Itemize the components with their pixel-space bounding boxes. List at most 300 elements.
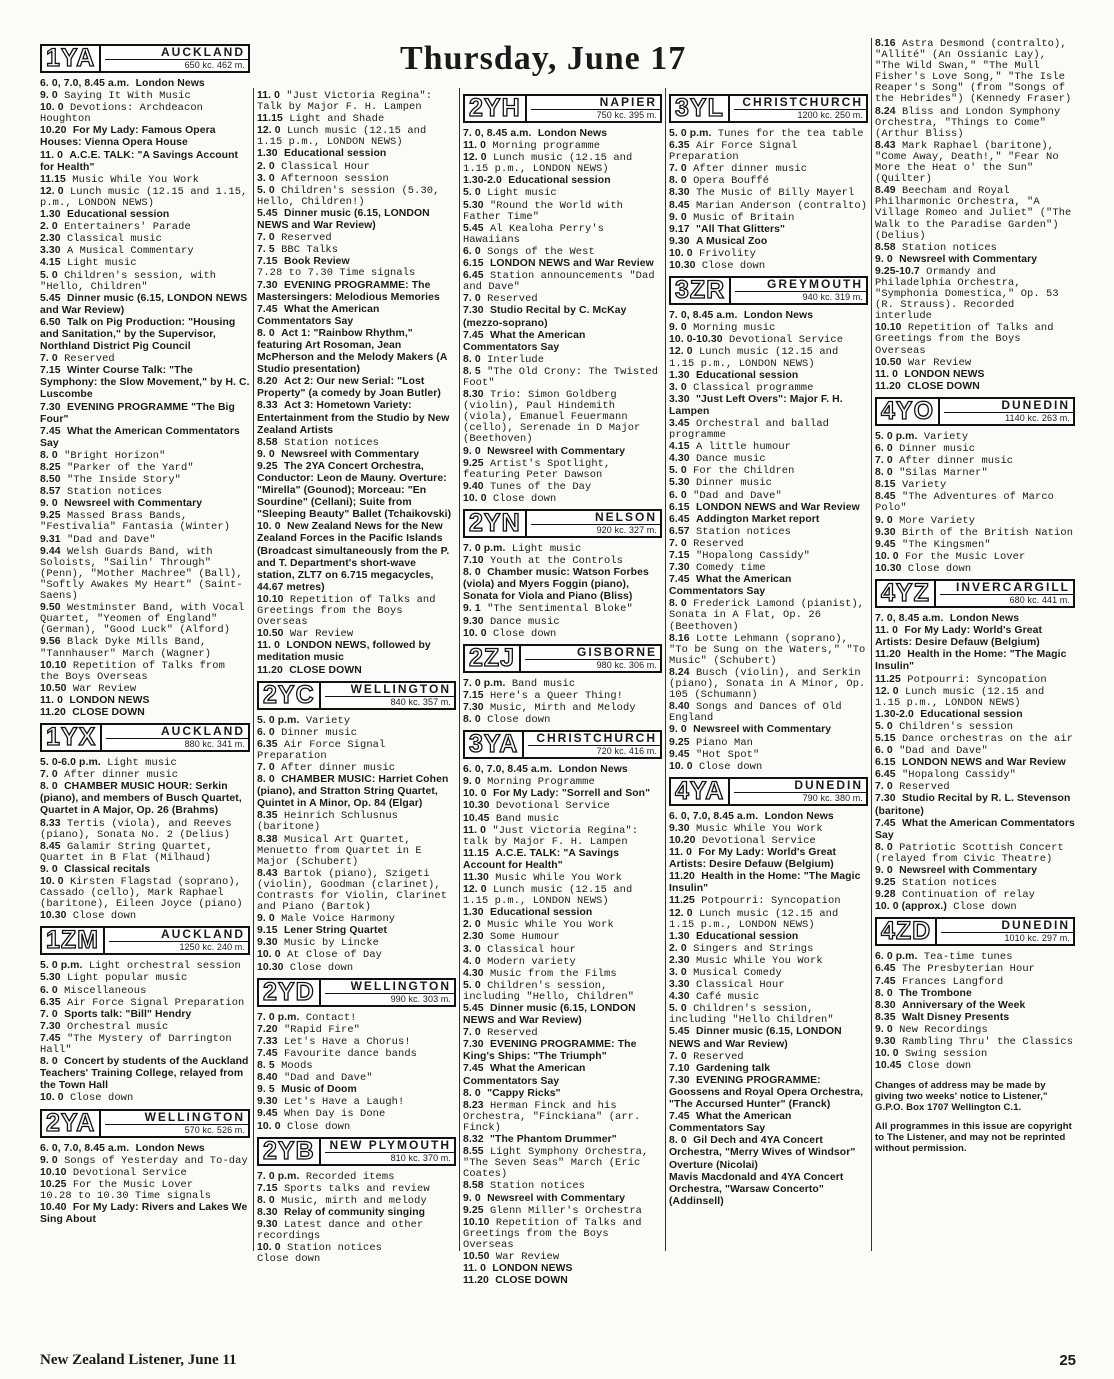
- programme-entry: [463, 567, 662, 603]
- programme-entry: [875, 951, 1075, 963]
- programme-entry: [257, 762, 456, 774]
- station-header: [463, 509, 662, 538]
- programme-time: 6.45: [875, 769, 896, 781]
- programme-entry: [875, 781, 1075, 793]
- programme-time: 9.15: [257, 925, 278, 937]
- programme-entry: [257, 1012, 456, 1024]
- programme-description: Children's session: [899, 720, 1014, 733]
- programme-description: After dinner music: [899, 455, 1014, 468]
- programme-description: LONDON NEWS, followed by meditation music: [257, 640, 431, 664]
- programme-entry: [40, 534, 250, 546]
- programme-time: 5.30: [669, 477, 690, 489]
- programme-time: 7.30: [875, 793, 896, 805]
- station-header: [40, 926, 250, 955]
- programme-time: 11.15: [40, 173, 66, 185]
- programme-description: Air Force Signal Preparation: [257, 738, 386, 762]
- programme-time: 11.25: [669, 895, 695, 907]
- programme-entry: [669, 526, 868, 538]
- programme-time: 3.30: [669, 979, 690, 991]
- programme-time: 10. 0: [257, 1242, 281, 1254]
- programme-entry: [463, 1088, 662, 1100]
- programme-description: Close down: [487, 714, 551, 727]
- programme-entry: [257, 665, 456, 677]
- programme-description: What the American Commentators Say: [257, 303, 380, 327]
- programme-time: 3.30: [40, 245, 61, 257]
- programme-entry: [257, 161, 456, 173]
- programme-description: Rambling Thru' the Classics: [901, 1036, 1074, 1049]
- programme-entry: [669, 322, 868, 334]
- programme-time: 10.45: [463, 812, 490, 824]
- programme-description: Youth at the Controls: [489, 555, 624, 568]
- programme-entry: [257, 280, 456, 304]
- station-frequency: 1250 kc. 240 m.: [179, 942, 245, 953]
- programme-description: For the Children: [693, 465, 795, 478]
- programme-time: 8.33: [40, 817, 61, 829]
- programme-description: Music of Britain: [693, 211, 795, 224]
- programme-time: 10.30: [875, 562, 902, 574]
- programme-time: 8.33: [257, 400, 278, 412]
- station-call-sign: 1YX: [42, 725, 102, 750]
- programme-time: 9. 0: [875, 514, 893, 526]
- programme-time: 6. 0, 7.0, 8.45 a.m.: [463, 764, 553, 776]
- programme-entry: [875, 455, 1075, 467]
- programme-time: 9.30: [257, 937, 278, 949]
- programme-description: Light music: [66, 257, 137, 270]
- station-frequency: 750 kc. 395 m.: [596, 110, 657, 120]
- programme-description: Potpourri: Syncopation: [907, 673, 1047, 686]
- programme-time: 6.45: [669, 513, 690, 525]
- programme-description: Music While You Work: [72, 173, 199, 186]
- station-city: WELLINGTON: [105, 1111, 248, 1125]
- programme-time: 11. 0: [875, 625, 899, 637]
- programme-description: Educational session: [66, 209, 170, 221]
- programme-description: Male Voice Harmony: [281, 913, 396, 926]
- programme-time: 9. 0: [40, 90, 58, 102]
- programme-entry: [463, 200, 662, 223]
- programme-description: Devotions: Archdeacon Houghton: [40, 102, 204, 126]
- programme-description: New Recordings: [899, 1023, 988, 1036]
- programme-description: Band music: [511, 677, 576, 690]
- programme-entry: [669, 418, 868, 441]
- programme-description: Anniversary of the Week: [901, 999, 1026, 1011]
- programme-time: 5.15: [875, 732, 896, 744]
- programme-entry: [463, 1134, 662, 1146]
- programme-description: Classical programme: [693, 381, 814, 394]
- programme-entry: [875, 976, 1075, 988]
- programme-description: Station notices: [901, 877, 997, 890]
- programme-entry: [257, 328, 456, 376]
- programme-entry: [40, 317, 250, 353]
- programme-time: 7.45: [257, 303, 278, 315]
- programme-description: Light music: [107, 757, 177, 770]
- programme-time: 7. 0 p.m.: [257, 1170, 300, 1182]
- programme-description: After dinner music: [64, 769, 179, 782]
- programme-entry: [40, 910, 250, 922]
- programme-time: 8.30: [463, 389, 484, 401]
- programme-description: Educational session: [695, 930, 799, 942]
- programme-entry: [669, 761, 868, 773]
- station-info: [527, 96, 660, 121]
- programme-description: Afternoon session: [281, 172, 389, 185]
- station-frequency: 990 kc. 303 m.: [390, 993, 451, 1004]
- programme-description: EVENING PROGRAMME: The King's Ships: "The Triumph": [463, 1039, 637, 1063]
- programme-description: Reserved: [281, 232, 332, 245]
- programme-description: Here's a Queer Thing!: [489, 689, 624, 702]
- station-call-sign: 2YN: [465, 511, 527, 536]
- column-rule: [253, 88, 254, 1251]
- programme-entry: [257, 1171, 456, 1183]
- programme-description: CLOSE DOWN: [289, 664, 362, 676]
- station-frequency: 570 kc. 526 m.: [184, 1124, 245, 1135]
- programme-time: 9.25: [463, 457, 484, 469]
- programme-description: Children's session, including "Hello Children": [669, 1003, 834, 1027]
- station-header: [257, 681, 456, 710]
- column-rule: [459, 88, 460, 1251]
- programme-entry: [40, 757, 250, 769]
- programme-time: 9.45: [875, 538, 896, 550]
- programme-description: Station notices: [901, 241, 997, 254]
- station-header: [875, 917, 1075, 946]
- programme-description: Variety: [923, 430, 969, 443]
- programme-entry: [875, 625, 1075, 649]
- station-call-sign: 2ZJ: [465, 646, 521, 671]
- programme-time: 7. 0: [40, 353, 58, 365]
- programme-time: 7. 5: [257, 244, 275, 256]
- programme-entry: [669, 908, 868, 931]
- programme-entry: [669, 140, 868, 163]
- programme-entry: [875, 563, 1075, 575]
- station-info: [105, 928, 248, 953]
- programme-entry: [669, 943, 868, 955]
- publication-notice: Changes of address may be made by giving two weeks' notice to Listener," G.P.O. Box 1707 Wellington C.1.: [875, 1080, 1048, 1114]
- programme-entry: [257, 727, 456, 739]
- station-city: CHRISTCHURCH: [528, 732, 660, 746]
- programme-entry: [875, 140, 1075, 185]
- programme-description: Devotional Service: [729, 334, 844, 347]
- programme-time: 9. 0: [875, 1023, 893, 1035]
- programme-entry: [875, 1048, 1075, 1060]
- programme-description: Newsreel with Commentary: [487, 1192, 626, 1204]
- programme-entry: [463, 800, 662, 812]
- column-4: [669, 90, 868, 1208]
- station-city: GISBORNE: [525, 646, 660, 660]
- programme-time: 9.30: [257, 1218, 278, 1230]
- programme-entry: [463, 616, 662, 628]
- programme-entry: [40, 602, 250, 636]
- station-info: [730, 779, 866, 804]
- programme-entry: [875, 745, 1075, 757]
- programme-description: London News: [743, 310, 814, 322]
- programme-description: "The Mystery of Darrington Hall": [40, 1032, 232, 1057]
- programme-entry: [669, 1075, 868, 1111]
- station-call-sign: 3YA: [465, 732, 524, 757]
- programme-entry: [40, 781, 250, 817]
- programme-time: 6. 0 p.m.: [875, 951, 918, 963]
- programme-description: Educational session: [489, 907, 593, 919]
- programme-description: Singers and Strings: [693, 942, 814, 955]
- programme-time: 7. 0, 8.45 a.m.: [669, 310, 738, 322]
- programme-description: A little humour: [695, 441, 791, 454]
- programme-description: London News: [949, 613, 1020, 625]
- programme-entry: [257, 1207, 456, 1219]
- programme-time: 7.10: [463, 555, 484, 567]
- programme-time: 4.15: [669, 441, 690, 453]
- station-city: NELSON: [531, 511, 660, 525]
- programme-time: 10. 0: [257, 1120, 281, 1132]
- programme-time: 7. 0 p.m.: [257, 1011, 300, 1023]
- programme-description: Dinner music (6.15, LONDON NEWS and War Review): [463, 1003, 636, 1027]
- programme-entry: [669, 394, 868, 418]
- programme-description: London News: [135, 1142, 205, 1154]
- programme-description: Al Kealoha Perry's Hawaiians: [463, 222, 605, 246]
- programme-entry: [40, 972, 250, 984]
- programme-description: Moods: [281, 1060, 313, 1073]
- programme-entry: [257, 868, 456, 913]
- programme-entry: [257, 594, 456, 628]
- programme-description: Light Symphony Orchestra, "The Seven Seas" March (Eric Coates): [463, 1146, 649, 1181]
- station-header: [40, 1109, 250, 1138]
- programme-time: 6.45: [463, 270, 484, 282]
- programme-description: Dinner music: [899, 443, 976, 455]
- programme-entry: [875, 889, 1075, 901]
- programme-description: Morning music: [693, 322, 776, 335]
- programme-entry: [669, 248, 868, 260]
- programme-description: Variety: [901, 479, 947, 492]
- programme-description: Repetition of Talks and Greetings from the Boys Overseas: [257, 593, 436, 629]
- programme-time: 4.15: [40, 257, 61, 269]
- programme-description: Lunch music (12.15 and 1.15 p.m., LONDON NEWS): [669, 907, 839, 931]
- programme-time: 7.30: [463, 305, 484, 317]
- programme-description: Café music: [695, 991, 760, 1004]
- programme-entry: [875, 901, 1075, 913]
- programme-entry: [875, 1000, 1075, 1012]
- programme-time: 7. 0: [875, 455, 893, 467]
- programme-entry: [40, 450, 250, 462]
- programme-description: Frivolity: [698, 247, 756, 260]
- programme-entry: [669, 175, 868, 187]
- programme-time: 8. 0: [669, 175, 687, 187]
- programme-description: Station notices: [695, 525, 791, 538]
- programme-time: 9.17: [669, 223, 690, 235]
- programme-description: "Dad and Dave": [283, 1072, 373, 1085]
- programme-time: 5. 0: [40, 269, 58, 281]
- programme-entry: [463, 187, 662, 199]
- programme-entry: [669, 1135, 868, 1171]
- programme-description: A.C.E. TALK: "A Savings Account for Health": [463, 847, 620, 871]
- programme-description: Songs and Dances of Old England: [669, 701, 842, 725]
- programme-time: 11. 0: [463, 140, 487, 152]
- programme-time: 6.35: [40, 996, 61, 1008]
- programme-description: Reserved: [693, 1050, 744, 1063]
- programme-entry: [463, 493, 662, 505]
- programme-entry: [875, 842, 1075, 865]
- programme-entry: [257, 1060, 456, 1072]
- programme-time: 11.20: [257, 664, 283, 676]
- programme-entry: [463, 848, 662, 872]
- programme-description: Educational session: [508, 175, 611, 187]
- programme-entry: [40, 486, 250, 498]
- programme-description: Dinner music: [281, 726, 358, 739]
- programme-entry: [669, 538, 868, 550]
- programme-entry: [875, 515, 1075, 527]
- programme-entry: [669, 477, 868, 489]
- programme-entry: [463, 702, 662, 714]
- programme-time: 10.30: [463, 800, 490, 812]
- programme-description: Classical recitals: [64, 863, 151, 875]
- programme-time: 7.30: [669, 1074, 690, 1086]
- programme-entry: [257, 185, 456, 208]
- programme-entry: [40, 233, 250, 245]
- programme-description: Light orchestral session: [88, 960, 241, 973]
- programme-time: 10.30: [257, 961, 284, 973]
- programme-entry: [463, 366, 662, 389]
- programme-description: Contact!: [305, 1011, 357, 1024]
- programme-entry: [669, 701, 868, 724]
- programme-description: Close down: [953, 901, 1017, 914]
- programme-time: 10. 0-10.30: [669, 334, 723, 346]
- programme-time: 10.50: [875, 356, 902, 368]
- programme-time: 10. 0: [463, 492, 487, 504]
- programme-time: 7.45: [875, 817, 896, 829]
- programme-description: Dance music: [695, 453, 766, 466]
- programme-description: Devotional Service: [72, 1166, 187, 1179]
- programme-description: Westminster Band, with Vocal Quartet, "Yeomen of England" (German), "Good Luck" (Alford): [40, 602, 245, 637]
- station-info: [321, 1139, 454, 1164]
- programme-time: 1.30: [669, 930, 690, 942]
- programme-description: A.C.E. TALK: "A Savings Account for Health": [40, 149, 239, 173]
- programme-time: 11. 0: [257, 640, 281, 652]
- station-header: [463, 644, 662, 673]
- programme-description: Herman Finck and his Orchestra, "Finckiana" (arr. Finck): [463, 1099, 641, 1134]
- footer-left: New Zealand Listener, June 11: [40, 1352, 237, 1368]
- programme-description: "The Sentimental Bloke": [487, 603, 633, 616]
- programme-description: For My Lady: Famous Opera Houses: Vienna Opera House: [40, 125, 216, 149]
- programme-time: 7.20: [257, 1023, 278, 1035]
- programme-entry: [875, 686, 1075, 709]
- station-header: [669, 94, 868, 123]
- programme-time: 10.50: [463, 1250, 490, 1262]
- programme-description: "Just Left Overs": Major F. H. Lampen: [669, 393, 843, 417]
- programme-time: 5.45: [40, 292, 61, 304]
- programme-time: 8.58: [257, 436, 278, 448]
- programme-description: The Music of Billy Mayerl: [695, 187, 855, 200]
- programme-time: 8.40: [257, 1072, 278, 1084]
- programme-description: What the American Commentators Say: [669, 1111, 792, 1135]
- programme-time: 6.15: [669, 501, 690, 513]
- programme-time: 2.30: [669, 954, 690, 966]
- programme-description: Music While You Work: [695, 822, 823, 835]
- programme-time: 7. 0, 8.45 a.m.: [463, 128, 532, 139]
- programme-time: 3. 0: [463, 943, 481, 955]
- programme-entry: [257, 1036, 456, 1048]
- programme-time: 8. 0: [40, 781, 58, 793]
- station-call-sign: 2YA: [42, 1111, 101, 1136]
- programme-time: 7.45: [40, 1032, 61, 1044]
- programme-description: Addington Market report: [695, 513, 820, 525]
- programme-description: Act 1: "Rainbow Rhythm," featuring Art Rosoman, Jean McPherson and the Melody Makers (A Studio presentation): [257, 327, 448, 376]
- station-info: [102, 725, 248, 750]
- programme-description: When Day is Done: [283, 1108, 386, 1121]
- programme-description: Close down: [701, 260, 766, 273]
- programme-description: Educational session: [920, 708, 1023, 720]
- programme-entry: [257, 1096, 456, 1108]
- programme-time: 8. 5: [257, 1060, 275, 1072]
- programme-entry: [40, 1155, 250, 1167]
- programme-entry: [257, 1183, 456, 1195]
- programme-description: Let's Have a Chorus!: [283, 1035, 411, 1048]
- station-call-sign: 2YD: [259, 980, 321, 1005]
- programme-entry: [875, 818, 1075, 842]
- programme-description: Station notices: [489, 1180, 585, 1193]
- programme-entry: [40, 997, 250, 1009]
- station-city: WELLINGTON: [325, 683, 454, 697]
- programme-entry: [669, 667, 868, 701]
- programme-entry: [40, 864, 250, 876]
- programme-entry: [669, 895, 868, 907]
- programme-description: London News: [537, 128, 608, 139]
- programme-description: Mavis Macdonald and 4YA Concert Orchestra, "Warsaw Concerto" (Addinsell): [669, 1171, 844, 1207]
- programme-time: 8.58: [875, 241, 896, 253]
- programme-entry: [669, 811, 868, 823]
- programme-description: Dance orchestras on the air: [901, 732, 1074, 745]
- programme-description: Musical Art Quartet, Menuetto from Quartet in E Major (Schubert): [257, 833, 422, 868]
- programme-time: 1.30: [669, 369, 690, 381]
- programme-time: 5.45: [669, 1026, 690, 1038]
- programme-entry: [463, 980, 662, 1003]
- programme-entry: [257, 90, 456, 113]
- programme-time: 10.25: [40, 1178, 67, 1190]
- programme-entry: [669, 724, 868, 736]
- programme-entry: [463, 968, 662, 980]
- programme-time: 5.45: [463, 222, 484, 234]
- programme-description: Swing session: [904, 1048, 988, 1061]
- programme-entry: [40, 1056, 250, 1092]
- programme-time: 10. 0: [463, 627, 487, 639]
- column-2: [257, 90, 456, 1265]
- programme-time: 7. 0 p.m.: [463, 543, 506, 554]
- programme-time: 9. 0: [669, 322, 687, 334]
- station-frequency: 920 kc. 327 m.: [596, 525, 657, 535]
- programme-description: LONDON NEWS and War Review: [901, 757, 1066, 769]
- programme-description: War Review: [72, 682, 137, 695]
- programme-description: CHAMBER MUSIC: Harriet Cohen (piano), and Stratton String Quartet, Quintet in A Minor, Op. 84 (Elgar): [257, 774, 449, 810]
- programme-entry: [875, 527, 1075, 539]
- programme-description: Close down: [907, 1060, 972, 1073]
- programme-description: Favourite dance bands: [283, 1047, 418, 1060]
- programme-entry: [463, 884, 662, 907]
- programme-description: London News: [764, 810, 834, 822]
- programme-entry: [875, 733, 1075, 745]
- programme-time: 7.45: [257, 1047, 278, 1059]
- programme-time: 5. 0: [669, 465, 687, 477]
- programme-entry: [40, 985, 250, 997]
- programme-entry: [669, 847, 868, 871]
- programme-entry: [40, 1021, 250, 1033]
- programme-time: 5.45: [257, 207, 278, 219]
- programme-time: 10. 0: [257, 521, 281, 533]
- station-call-sign: 4ZD: [877, 919, 937, 944]
- programme-entry: [669, 224, 868, 236]
- programme-time: 9. 1: [463, 603, 481, 615]
- programme-entry: [257, 1219, 456, 1242]
- programme-time: 7.30: [669, 562, 690, 574]
- publication-notice: All programmes in this issue are copyright to The Listener, and may not be reprinted without permission.: [875, 1121, 1072, 1155]
- programme-description: Repetition of Talks and Greetings from the Boys Overseas: [875, 322, 1054, 357]
- programme-description: Beecham and Royal Philharmonic Orchestra, "A Village Romeo and Juliet" ("The Walk to the Paradise Garden") (Delius): [875, 185, 1072, 242]
- programme-entry: [669, 514, 868, 526]
- programme-description: Mark Raphael (baritone), "Come Away, Death!," "Fear No More the Heat o' the Sun" (Quilter): [875, 139, 1059, 186]
- programme-time: 12. 0: [875, 685, 899, 697]
